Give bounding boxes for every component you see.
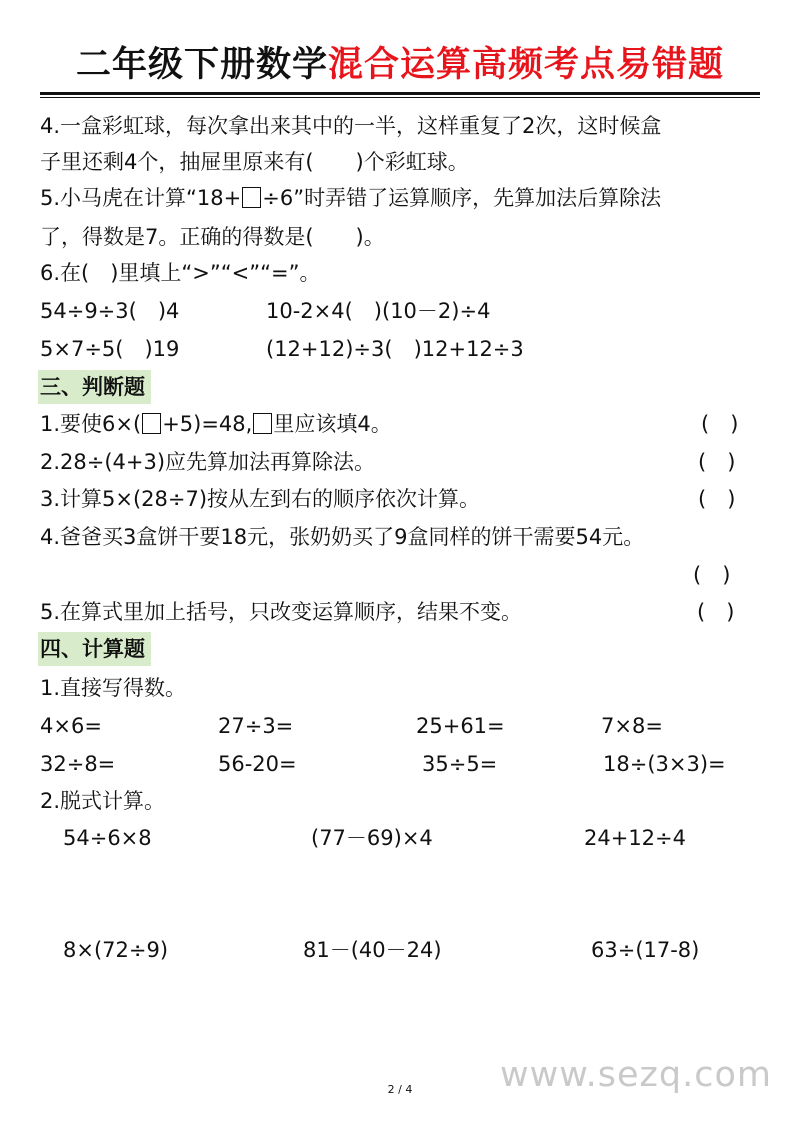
answer-paren-3[interactable]: ( ) xyxy=(698,487,736,511)
q5-line1-end: ÷6”时弄错了运算顺序，先算加法后算除法 xyxy=(262,186,662,210)
blank-box xyxy=(242,187,261,208)
judge-q3: 3.计算5×(28÷7)按从左到右的顺序依次计算。 xyxy=(40,487,481,511)
judge-q2: 2.28÷(4+3)应先算加法再算除法。 xyxy=(40,450,376,474)
calc-item: 32÷8= xyxy=(40,752,116,776)
calc-item: 7×8= xyxy=(601,714,663,738)
q6-item-4: (12+12)÷3( )12+12÷3 xyxy=(266,337,524,361)
calc-item: 4×6= xyxy=(40,714,102,738)
answer-paren-2[interactable]: ( ) xyxy=(698,450,736,474)
blank-box xyxy=(253,413,272,434)
title-red-part: 混合运算高频考点易错题 xyxy=(328,45,725,85)
answer-paren-1[interactable]: ( ) xyxy=(701,412,739,436)
q5-line2: 了，得数是7。正确的得数是( )。 xyxy=(40,225,385,249)
answer-paren-4[interactable]: ( ) xyxy=(693,563,731,587)
q6-line: 6.在( )里填上“>”“<”“=”。 xyxy=(40,261,321,285)
step-calc-item: 24+12÷4 xyxy=(584,826,686,850)
q4-line2: 子里还剩4个，抽屉里原来有( )个彩虹球。 xyxy=(40,150,469,174)
q5-line1-start: 5.小马虎在计算“18+ xyxy=(40,186,242,210)
title-underline-thick xyxy=(40,92,760,95)
judge-q1-part-b: +5)=48, xyxy=(162,412,253,436)
step-calc-item: 54÷6×8 xyxy=(63,826,152,850)
q5-line1 xyxy=(40,183,661,213)
step-calc-item: 8×(72÷9) xyxy=(63,938,169,962)
page-title xyxy=(0,40,800,90)
step-calc-item: (77－69)×4 xyxy=(311,826,433,850)
blank-box xyxy=(142,413,161,434)
page-number: 2 / 4 xyxy=(387,1083,413,1096)
step-calc-item: 81－(40－24) xyxy=(303,938,442,962)
answer-paren-5[interactable]: ( ) xyxy=(697,600,735,624)
judge-q4: 4.爸爸买3盒饼干要18元，张奶奶买了9盒同样的饼干需要54元。 xyxy=(40,525,645,549)
calc-sub1: 1.直接写得数。 xyxy=(40,676,187,700)
judge-q1-part-c: 里应该填4。 xyxy=(273,412,392,436)
calc-item: 35÷5= xyxy=(422,752,498,776)
section4-heading: 四、计算题 xyxy=(38,632,151,666)
q6-item-3: 5×7÷5( )19 xyxy=(40,337,180,361)
title-black-part: 二年级下册数学 xyxy=(75,45,328,85)
calc-item: 25+61= xyxy=(416,714,505,738)
calc-item: 56-20= xyxy=(218,752,297,776)
judge-q1-part-a: 1.要使6×( xyxy=(40,412,142,436)
q4-line1: 4.一盒彩虹球，每次拿出来其中的一半，这样重复了2次，这时候盒 xyxy=(40,114,662,138)
section3-heading: 三、判断题 xyxy=(38,370,151,404)
watermark: www.sezq.com xyxy=(500,1055,773,1095)
calc-item: 18÷(3×3)= xyxy=(603,752,726,776)
judge-q5: 5.在算式里加上括号，只改变运算顺序，结果不变。 xyxy=(40,600,523,624)
judge-q1 xyxy=(40,409,392,439)
title-underline-thin xyxy=(40,97,760,98)
calc-sub2: 2.脱式计算。 xyxy=(40,789,166,813)
q6-item-2: 10-2×4( )(10－2)÷4 xyxy=(266,299,491,323)
calc-item: 27÷3= xyxy=(218,714,294,738)
step-calc-item: 63÷(17-8) xyxy=(591,938,700,962)
q6-item-1: 54÷9÷3( )4 xyxy=(40,299,180,323)
